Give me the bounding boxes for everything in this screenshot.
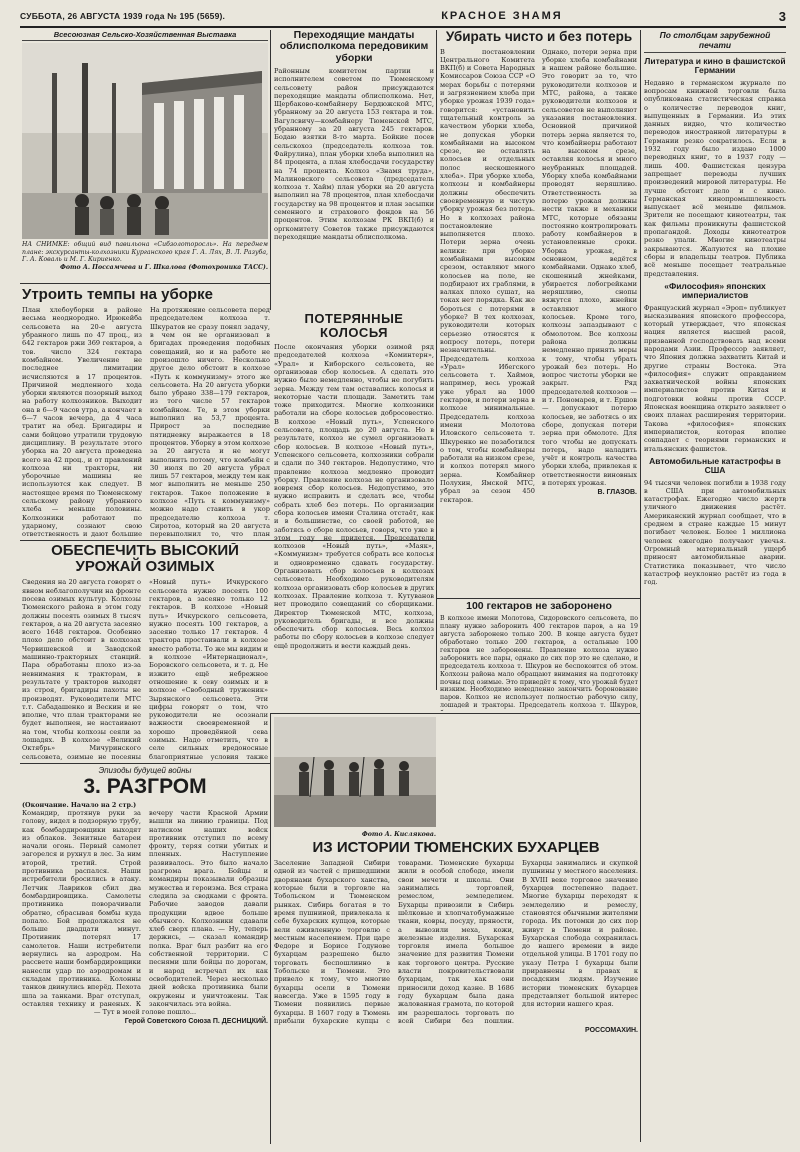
ears-headline: ПОТЕРЯННЫЕ КОЛОСЬЯ [304,312,404,341]
ears-body: После окончания уборки озимой ряд председателей колхоза «Коминтерн», «Урал» и Киборского сельсовета, не организовав сбор колосьев. А сделать это нужно было немедленно, чтобы не погубить зерна. Между тем там оставались колосья и некоторые части площади. Заметить там тоже приходится. Многие колхозники работали на сборе колосьев добросовестно. В колхозе «Новый путь», Успенского сельсовета, площадь до 20 августа. Но в результате, колхоз не сумел организовать сбор колосьев. В колхозе «Новый путь», Успенского сельсовета, колхозники собрали и сдали по 340 гектаров. Недопустимо, что правление колхоза медленно проводит уборку. Правление колхоза не организовало вовремя сбор колосьев. Недопустимо, это нужно исправить и сделать все, чтобы собрать хлеб без потерь. По организации сбора колосьев имени Сталина отстаёт, как и в большинстве, со своей работой, не заботясь о сборе колосьев, говоря, что уже в этом году не придется. Председатели колхозов «Новый путь», «Маяк», «Коммунизм» требуется собрать все колосья и одновременно сдавать государству. Организовать сбор колосьев в колхозах сельсовета. Необходимо руководителям колхоза организовать сбор колосьев в других колхозах. Правление колхоза т. Кутуванов нет проводило совещаний со сборщиками. Директор Тюменской МТС, колхоза, руководитель бригады, и все должны обеспечить сбор колосьев. Весь колхоз работы по сбору колосьев в колхозе следует ещё продолжить и вести каждый день. [274,343,434,650]
war-photo-block [274,717,436,837]
hundred-hectares-article [440,601,638,711]
column-rule [270,30,271,310]
japanese-philosophy-headline: «Философия» японских империалистов [664,280,766,301]
clean-harvest-signature: В. ГЛАЗОВ. [597,489,637,497]
razgrom-rubric: Эпизоды будущей войны [98,766,192,775]
history-signature: РОССОМАХИН. [585,1027,638,1035]
foreign-press-rubric: По столбцам зарубежной печати [644,30,786,53]
speed-column-2: На протяжение сельсовета перед председателем колхоза т. Шкуратов не сразу понял задачу, в чем он не организовал в бригадах проведения подобных совещаний, но и на работе не произошло ничего. Несколько другое дело обстоит в колхозе «Путь к коммунизму» этого же сельсовета. На 20 августа уборки было убрано 338—179 гектаров, из того числе 57 гектаров комбайном. Те, в этом уборки выполнил на 53,7 процента. Прирост за последние пятидневку выражается в 18 процентов. Уборку в этом колхозе за 20 августа и не могут выполнить потому, что комбайн с 30 июля по 20 августа убрал лишь 57 гектаров, между тем как мог выполнить не меньше 250 гектаров. Такое положение в колхозе «Путь к коммунизму» можно надо ставить в укор председателю колхоза т. Сиротоа, который на 20 августа перевыполнил то, что план [150,306,270,539]
column-rule [436,30,437,690]
page-number: 3 [778,8,786,24]
column-rule [270,713,271,1144]
razgrom-author-note: — Тут в моей голове пошло... [93,1008,197,1017]
section-rule [20,763,270,764]
history-headline: ИЗ ИСТОРИИ ТЮМЕНСКИХ БУХАРЦЕВ [312,840,600,856]
usa-crashes-body: 94 тысячи человек погибли в 1938 году в США при автомобильных катастрофах. Ежегодно число жертв уличного движения растёт. Американский журнал сообщает, что в среднем в стране каждые 15 минут погибает человек. Более 1 миллиона человек ежегодно получают увечья. Огромный материальный ущерб приносят автомобильные аварии. Статистика показывает, что число катастроф неуклонно растёт из года в год. [644,478,786,587]
exhibition-photo-credit: Фото А. Поссамчева и Г. Шкалова (Фотохроника ТАСС). [60,263,268,271]
section-rule [437,598,640,599]
section-rule [270,713,640,714]
newspaper-title: КРАСНОЕ ЗНАМЯ [441,10,563,22]
clean-harvest-column-1: В постановлении Центрального Комитета ВКП(б) и Совета Народных Комиссаров Союза ССР «О мерах борьбы с потерями и загрязнением хлеба при уборке урожая 1939 года» говорится: «установить тщательный контроль за качеством уборки хлеба, не допуская уборки комбайнами на высоком срезе, не оставлять колосьев и отдельных полос нескошенного хлеба». При уборке хлеба, колхозы и комбайнеры должны обеспечить своевременную и чистую уборку урожая без потерь. Но в колхозах района постановление выполняется плохо. Потери зерна очень велики: при уборке комбайнами высоким срезом, оставляют много колосьев на поле, не подбирают их граблями, в валках плохо сушат, на токах нет порядка. Как же бороться с потерями в уборке? В тех колхозах, руководители которых серьезно относятся к вопросу потерь, потери незначительны. Председатель колхоза «Урал» Ибегского сельсовета т. Хаймов, например, весь урожай уже убрал на 1000 гектаров, и потери зерна в колхозе минимальные. Председатель колхоза имени Молотова Иловского сельсовета т. Шкуренко не позаботился о том, чтобы комбайнеры работали на низком срезе, и колхоз потерял много зерна. Комбайнер Полухин, Ямской МТС, убрал за сезон 450 гектаров. [440,47,535,504]
history-article [274,840,638,1144]
clean-harvest-column-2: Однако, потери зерна при уборке хлеба комбайнами в нашем районе большие. Это говорит за то, что руководители колхозов и МТС, района, а также руководители колхозов и сельсоветов не выполняют указания постановления. Основной причиной потерь зерна является то, что комбайнеры работают на высоком срезе, оставляя колосья и много неубранных площадей. Уборку хлеба комбайнами проводят неряшливо. Ответственность за потерю урожая должны нести также и механики МТС, которые обязаны постоянно контролировать работу комбайнеров в установленные сроки. Уборка урожая, в основном, ведётся комбайнами. Однако хлеб, скошенный жнейками, убирается лобогрейками неряшливо, снопы вяжутся плохо, жнейки оставляют много колосьев. Кроме того, колхозы запаздывают с обмолотом. Все колхозы района должны немедленно принять меры к тому, чтобы убрать урожай без потерь. Но вопрос чистоты уборки не закрыт. Ряд председателей колхозов — и т. Пономарев, и т. Ершов — допускают потерю колосьев, не заботясь о их сборе, допуская потери зерна при обмолоте. Для того чтобы не допускать потерь, надо наладить учёт и контроль качества уборки хлеба, привлекая к ответственности виновных в потерях урожая. [542,47,637,488]
exhibition-caption: НА СНИМКЕ: общий вид павильона «Сибзолоторосль». На переднем плане: экскурсанты-колхозники Курганского края Г. А. Лях, В. Л. Разуба, Г. А. Коваль и М. Г. Кириенко. [22,241,268,264]
exhibition-photo [22,43,268,239]
clean-harvest-headline: Убирать чисто и без потерь [445,30,633,44]
foreign-literature-headline: Литература и кино в фашистской Германии [644,56,786,76]
harvest-body: Сведения на 20 августа говорят о явном неблагополучии на фронте посева озимых культур. Колхозы Тюменского района в этом году должны посеять озимых 8 тысяч гектаров, а на 20 августа засеяно всего 1648 гектаров. Особенно плохо дело обстоит в колхозах Червишевской и Заводской машинно-тракторных станций. Пара обработаны плохо из-за невнимания к тракторам, в результате у тракторов выходят из строя, бригадиры пахоты не производят. Руководители МТС т.т. Сабадашенко и Вескин и не вполне, что план тракторами не будет выполнен, не настаивают на том, чтобы колхозы сеяли за лошадях. В колхозе «Великий Октябрь» Мичуринского сельсовета, озимые не посеяны «Новый путь» Ичкурского сельсовета нужно посеять 100 гектаров, а засеяно только 12 гектаров. В колхозе «Новый путь» Ичкурского сельсовета, нужно посеять 100 гектаров, а засеяно только 17 гектаров. 4 трактора простаивали в колхозе вместо работы. То же мы видим и в колхозе «Интернационал», Боровского сельсовета, и т. д. Не изжито ещё небрежное отношение к севу озимых и в колхозе «Свободный труженик» Зырянского сельсовета. Эти цифры говорят о том, что руководители не осознали важности своевременной и хорошо проведённой сева озимых. Надо отметить, что в селе сильных вредоносные благоприятные условия также [22,578,268,761]
dateline: СУББОТА, 26 АВГУСТА 1939 года № 195 (5659). [20,11,226,21]
mandates-headline: Переходящие мандаты облисполкома передовиким уборки [279,30,429,64]
razgrom-headline: 3. РАЗГРОМ [83,775,207,798]
war-photo [274,717,436,827]
razgrom-article [22,766,268,1144]
page-header [20,6,786,28]
razgrom-body: Командир, протянув руки за голову, видел в подзорную трубу, как бомбардировщики выходят из облаков. Зенитные батареи начали огонь. Первый самолет загорелся и рухнул в лес. За ним второй, третий. Строй противника распался. Наши истребители бросились в атаку. Летчик Лавриков сбил два бомбардировщика. Самолеты противника поворачивали обратно, сбрасывая бомбы куда попало. Бой продолжался не больше двадцати минут. Противник потерял 17 самолетов. Наши истребители вернулись на аэродром. На рассвете наши бомбардировщики нанесли удар по аэродромам и складам противника. Колонны танков двинулись вперёд. Пехота шла за танками. Враг отступал, оставляя технику и раненых. К вечеру части Красной Армии вышли на линию границы. Под натиском наших войск противник отступил по всему фронту, теряя сотни убитых и пленных. Наступление развивалось. Это было начало разгрома врага. Бойцы и командиры показывали образцы мужества и героизма. Вся страна следила за сводками с фронта. Рабочие заводов давали продукции вдвое больше обычного. Колхозники сдавали хлеб сверх плана. — Ну, теперь держись, — сказал командир полка. Враг был разбит на его собственной территории. С песнями шли бойцы по дорогам, и народ встречал их как освободителей. Через несколько дней войска противника были окружены и уничтожены. Так закончилась эта война. [22,808,268,1008]
column-rule [640,30,641,1142]
clean-harvest-article [440,30,638,596]
mandates-body: Районным комитетом партии и исполнителем советом по Тюменскому сельсовету район присуждаются переходящие мандаты облисполкома. Нет, Щербаково-комбайнеру Бердюжской МТС, убранному за 20 августа 153 гектара и тов. Вагулсвичу—комбайнеру Тюменской МТС, убранному за 20 августа 245 гектаров. Бодаю взятки 8-то марта. Бойкие посев сельскохоз (председатель колхоза тов. Файрулина), план уборки хлеба выполнил на 84 процента, а план хлебосдачи государству на 74 процента. Колхоз «Знамя труда», Малиновского сельсовета (председатель колхоза т. Хайм) план уборки на 20 августа выполнил на 78 процентов, план хлебосдачи государству на 98 процентов и план засыпки семенного и страхового фондов на 56 процентов. Этим колхозам РК ВКП(б) и оргкомитету Советов также присуждаются переходящие мандаты облисполкома. [274,66,434,241]
history-body: Заселение Западной Сибири одной из частей с пришедшими дворянами бухарского ханства, которые были в торговле на Тобольском и Тюменском рынках. Сибирь богатая в то время пушниной, привлекала к себе бухарских купцов, которые вели оживленную торговлю с местным населением. При царе Федоре и Борисе Годунове бухарцам разрешено было торговать беспошлинно в Тобольске и Тюмени. Это привело к тому, что многие бухарцы осели в Тюмени навсегда. Уже в 1595 году в Тюмени появились первые бухарцы. В 1607 году в Тюмень прибыли бухарские купцы с товарами. Тюменские бухарцы жили в особой слободе, имели свои мечети и школы. Они занимались торговлей, ремеслом, земледелием. Бухарцы привозили в Сибирь шёлковые и хлопчатобумажные ткани, ковры, посуду, пряности, а вывозили меха, кожи, железные изделия. Бухарская торговля имела большое значение для развития Тюмени как торгового центра. Русские власти покровительствовали бухарцам, так как они приносили доход казне. В 1686 году бухарцам была дана жалованная грамота, по которой им разрешалось торговать по всей Сибири без пошлин. Бухарцы занимались и скупкой пушнины у местного населения. В XVIII веке торговое значение бухарцев постепенно падает. Многие бухарцы переходят к земледелию и ремеслу, становятся обычными жителями города. Их потомки до сих пор живут в Тюмени и районе. Бухарская слобода сохранилась до нашего времени в виде отдельной улицы. В 1701 году по указу Петра I бухарцы были приравнены в правах к посадским людям. Изучение истории тюменских бухарцев представляет большой интерес для истории нашего края. [274,859,638,1025]
harvest-article [22,543,268,761]
usa-crashes-headline: Автомобильные катастрофы в США [649,455,781,476]
hundred-hectares-headline: 100 гектаров не заборонено [466,601,612,612]
harvest-headline: ОБЕСПЕЧИТЬ ВЫСОКИЙ УРОЖАЙ ОЗИМЫХ [51,543,239,576]
exhibition-rubric: Всесоюзная Сельско-Хозяйственная Выставка [22,30,268,41]
foreign-literature-body: Недавно в германском журнале по вопросам книжной торговли была опубликована статистическая справка о количестве переводов книг, выпущенных в Германии. Из этих данных видно, что количество переводов иностранной литературы в Германии резко сократилось. Если в 1932 году было издано 1000 переводных книг, то в 1937 году — лишь 400. Фашистская цензура запрещает переводы лучших произведений мировой литературы. Не лучше обстоит дело и с кино. Германская кинопромышленность выпускает всё меньше фильмов. Зрители не посещают кинотеатры, так как фильмы проникнуты фашистской пропагандой. Доходы кинотеатров резко упали. Многие кинотеатры закрываются. Жалуются на плохие сборы и владельцы театров. Публика всё меньше посещает театральные представления. [644,78,786,278]
japanese-philosophy-body: Французский журнал «Эроп» публикует высказывания японского профессора, который утверждает, что японская нация является высшей расой, призванной господствовать над всеми народами Азии. Профессор заявляет, что Япония должна захватить Китай и другие страны Востока. Эта «философия» служит оправданием захватнической войны японских империалистов против Китая и подготовки войны против СССР. Японская военщина открыто заявляет о своих планах расширения территории. Такова «философия» японских империалистов, которая вполне совпадает с теориями германских и итальянских фашистов. [644,303,786,453]
speed-article [22,287,434,539]
hundred-hectares-body: В колхозе имени Молотова, Сидоровского сельсовета, по плану нужно заборонить 400 гектаров паров, а на 19 августа заборонено только 200. В конце августа будет обработано только 200 гектаров, а остальные 100 гектаров не заборонены. Правление колхоза нужно заборонить все пары, однако до сих пор это не сделано, и председатель колхоза т. Шкуров не беспокоится об этом. Колхозы района мало обращают внимания на подготовку почвы под озимые. Это приведёт к тому, что урожай будет низким. Необходимо немедленно закончить боронование паров. Колхоз не использует полностью рабочую силу, лошадей и тракторы. Председатель колхоза т. Шкуров, [440,615,638,710]
speed-column-1: План хлебоуборки в районе весьма неоднородно. Ирюкейба сельсовета на 20-е августа убранного лишь по 47 проц., из 642 гектаров ржи 369 гектаров, а тов. число 324 гектара комбайном. Увеличение не последнее лимитации исчисляются в 17 процентов. Причиной медленного хода уборки являются позорный выход на работу колхозников. Выходит она в 6—9 часов утра, а кончает в 6—7 часов вечера, да 4 часа тратит на обед. Бригадиры и сами бойцово утратили трудовую дисциплину. В результате этого уборка на 20 августа проведена всего на 42 проц., и от правлений колхоза ни тракторы, ни уборочные машины не используются как следует. В настоящее время по Тюменскому сельскому району убранного хлеба — меньше половины. Колхозники работают по ударному, сознают свою ответственность и дают большие [22,306,142,539]
razgrom-signature: Герой Советского Союза П. ДЕСНИЦКИЙ. [124,1018,268,1026]
section-rule [20,283,270,284]
exhibition-block [22,30,268,282]
foreign-press-column [644,30,786,1144]
war-photo-caption: Фото А. Кислякова. [361,831,436,837]
speed-headline: Утроить темпы на уборке [22,287,213,303]
razgrom-lead: (Окончание. Начало на 2 стр.) [22,800,137,809]
mandates-article [274,30,434,310]
